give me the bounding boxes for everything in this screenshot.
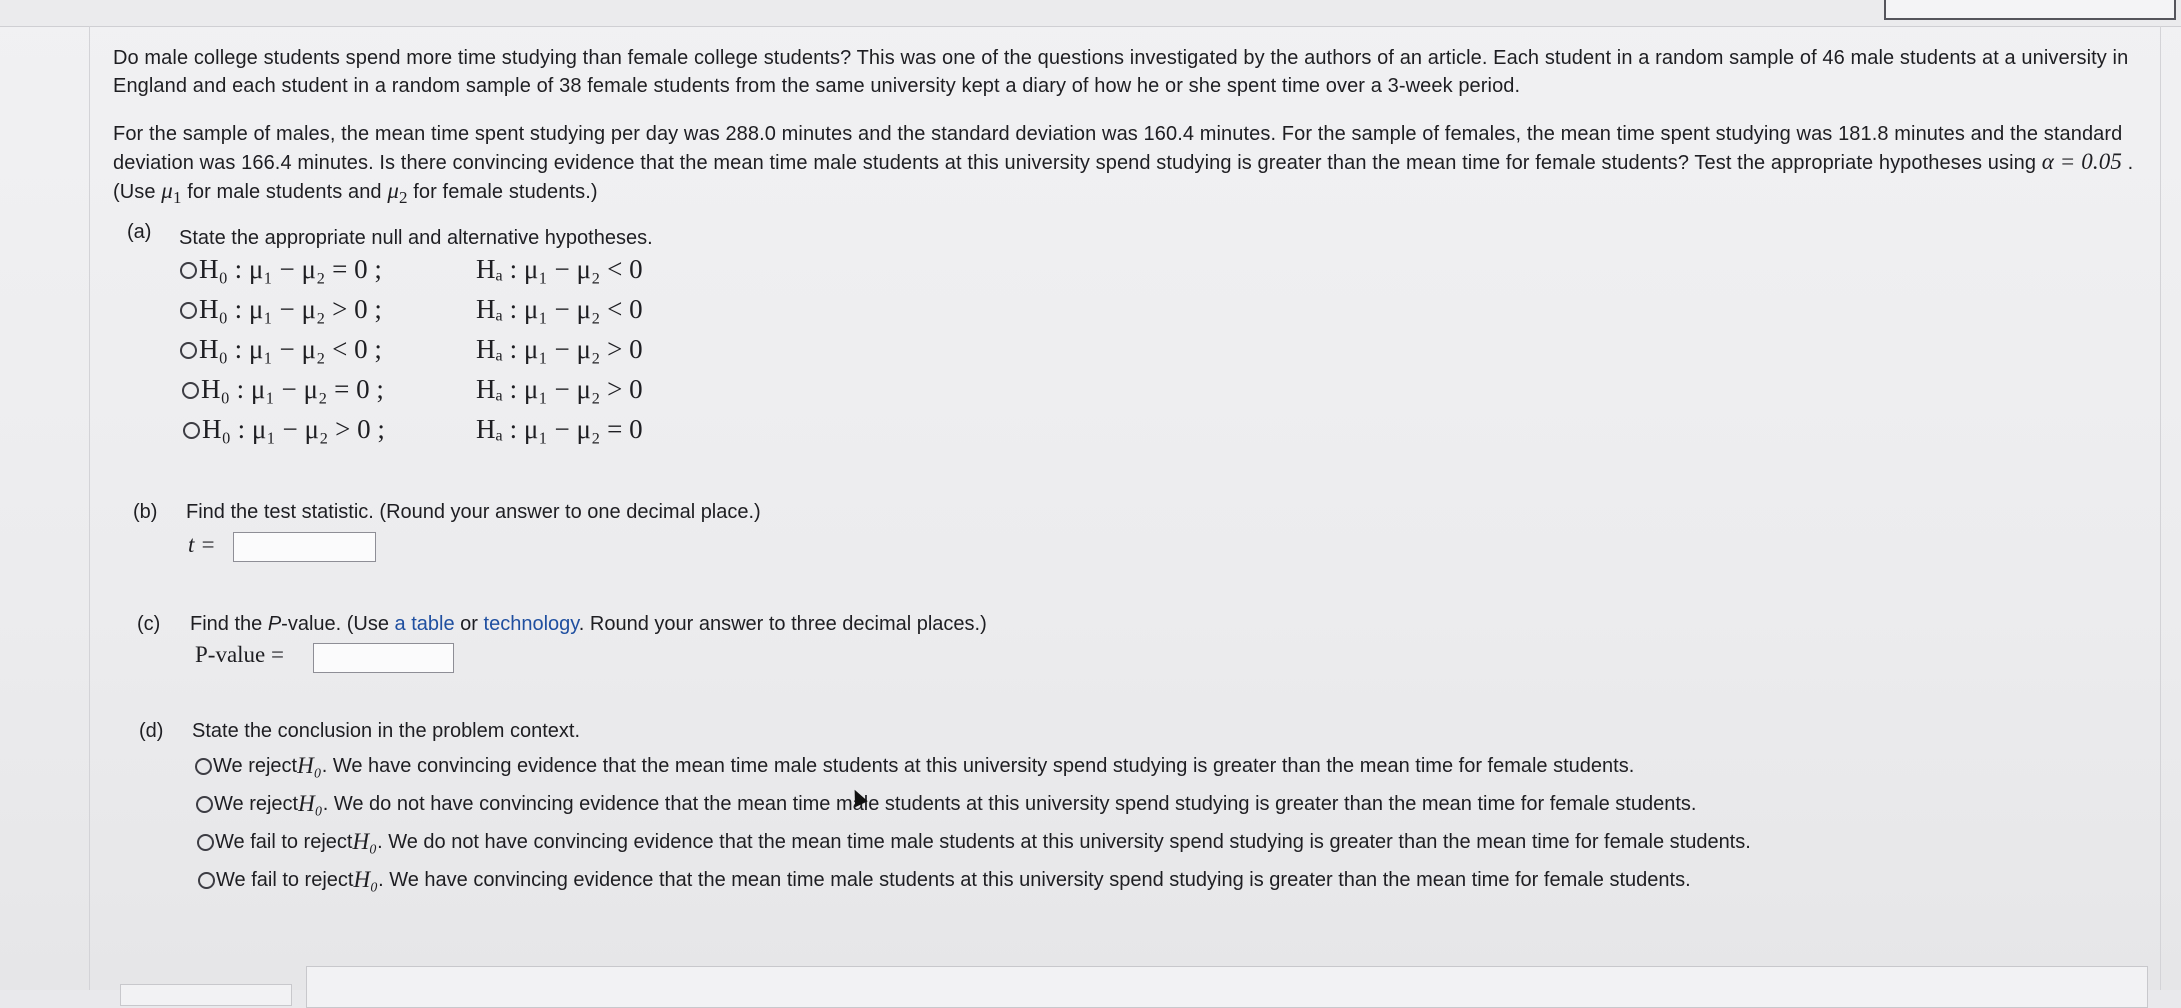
h0-symbol: H₀ (352, 829, 378, 854)
hypothesis-option-4[interactable] (182, 373, 201, 407)
conclusion-option-1[interactable] (195, 753, 1634, 779)
null-hypothesis: H₀ : μ₁ − μ₂ = 0 ; (201, 374, 384, 404)
intro-paragraph-2 (113, 120, 2153, 212)
alternative-hypothesis: Hₐ : μ₁ − μ₂ > 0 (476, 334, 643, 364)
part-c-prompt: Find the P-value. (Use a table or technology. Round your answer to three decimal places.) (190, 613, 987, 635)
radio-button[interactable] (180, 302, 197, 319)
alternative-hypothesis: Hₐ : μ₁ − μ₂ < 0 (476, 294, 643, 324)
conclusion-option-2[interactable] (196, 791, 1696, 817)
intro-text-b: . (Use (113, 152, 2134, 203)
radio-button[interactable] (197, 834, 214, 851)
intro-text-c: for male students and (181, 181, 388, 203)
hypothesis-option-3[interactable] (180, 333, 199, 367)
h0-symbol: H₀ (353, 867, 379, 892)
radio-button[interactable] (180, 342, 197, 359)
conclusion-decision: We fail to reject (216, 868, 354, 891)
part-a-prompt: State the appropriate null and alternative hypotheses. (179, 227, 653, 249)
top-right-box (1884, 0, 2176, 20)
h0-symbol: H₀ (297, 753, 322, 778)
null-hypothesis: H₀ : μ₁ − μ₂ = 0 ; (199, 254, 382, 284)
conclusion-decision: We fail to reject (215, 830, 353, 853)
radio-button[interactable] (195, 758, 212, 775)
conclusion-decision: We reject (214, 792, 299, 815)
t-statistic-label: t = (188, 532, 216, 557)
null-hypothesis: H₀ : μ₁ − μ₂ > 0 ; (202, 414, 385, 444)
conclusion-statement: . We have convincing evidence that the mean time male students at this university spend studying is greater than the mean time for female students. (378, 868, 1691, 891)
radio-button[interactable] (183, 422, 200, 439)
hypothesis-option-5[interactable] (183, 413, 202, 447)
mu1-symbol: $\mu_1$ (161, 178, 182, 207)
intro-text-a: For the sample of males, the mean time spent studying per day was 288.0 minutes and the standard deviation was 160.4 minutes. For the sample of females, the mean time spent studying was 181.8 minutes and the standard deviation was 166.4 minutes. Is there convincing evidence that the mean time male students at this university spend studying is greater than the mean time for female students? Test the appropriate hypotheses using (113, 123, 2123, 174)
radio-button[interactable] (196, 796, 213, 813)
p-value-input[interactable] (313, 643, 454, 673)
right-divider (2160, 26, 2161, 990)
conclusion-option-3[interactable] (197, 829, 1751, 855)
bottom-left-panel (120, 984, 292, 1006)
part-a-label: (a) (127, 221, 152, 243)
part-b-label: (b) (133, 501, 158, 523)
mu2-symbol: $\mu_2$ (387, 178, 408, 207)
conclusion-option-4[interactable] (198, 867, 1691, 893)
part-c-label: (c) (137, 613, 161, 635)
conclusion-decision: We reject (213, 754, 298, 777)
left-divider (89, 26, 90, 990)
hypothesis-option-2[interactable] (180, 293, 199, 327)
radio-button[interactable] (198, 872, 215, 889)
intro-text-d: for female students.) (407, 181, 598, 203)
conclusion-statement: . We do not have convincing evidence that the mean time male students at this university spend studying is greater than the mean time for female students. (377, 830, 1751, 853)
alternative-hypothesis: Hₐ : μ₁ − μ₂ > 0 (476, 374, 643, 404)
null-hypothesis: H₀ : μ₁ − μ₂ < 0 ; (199, 334, 382, 364)
conclusion-statement: . We have convincing evidence that the mean time male students at this university spend studying is greater than the mean time for female students. (321, 754, 1635, 777)
part-d-label: (d) (139, 720, 164, 742)
top-bar (0, 0, 2181, 27)
conclusion-statement: . We do not have convincing evidence that the mean time male students at this university spend studying is greater than the mean time for female students. (322, 792, 1697, 815)
technology-link[interactable]: technology (483, 613, 579, 635)
hypothesis-option-1[interactable] (180, 253, 199, 287)
p-value-label: P-value = (195, 642, 284, 667)
alternative-hypothesis: Hₐ : μ₁ − μ₂ = 0 (476, 414, 643, 444)
alpha-value: α = 0.05 (2041, 149, 2122, 174)
h0-symbol: H₀ (298, 791, 323, 816)
radio-button[interactable] (180, 262, 197, 279)
null-hypothesis: H₀ : μ₁ − μ₂ > 0 ; (199, 294, 382, 324)
part-b-prompt: Find the test statistic. (Round your answer to one decimal place.) (186, 501, 761, 523)
t-statistic-input[interactable] (233, 532, 376, 562)
radio-button[interactable] (182, 382, 199, 399)
alternative-hypothesis: Hₐ : μ₁ − μ₂ < 0 (476, 254, 643, 284)
table-link[interactable]: a table (394, 613, 455, 635)
intro-paragraph-1: Do male college students spend more time studying than female college students? This was one of the questions investigated by the authors of an article. Each student in a random sample of 46 male students at a university in England and each student in a random sample of 38 female students from the same university kept a diary of how he or she spent time over a 3-week period. (113, 47, 2129, 97)
part-d-prompt: State the conclusion in the problem context. (192, 720, 581, 742)
bottom-panel (306, 966, 2148, 1008)
